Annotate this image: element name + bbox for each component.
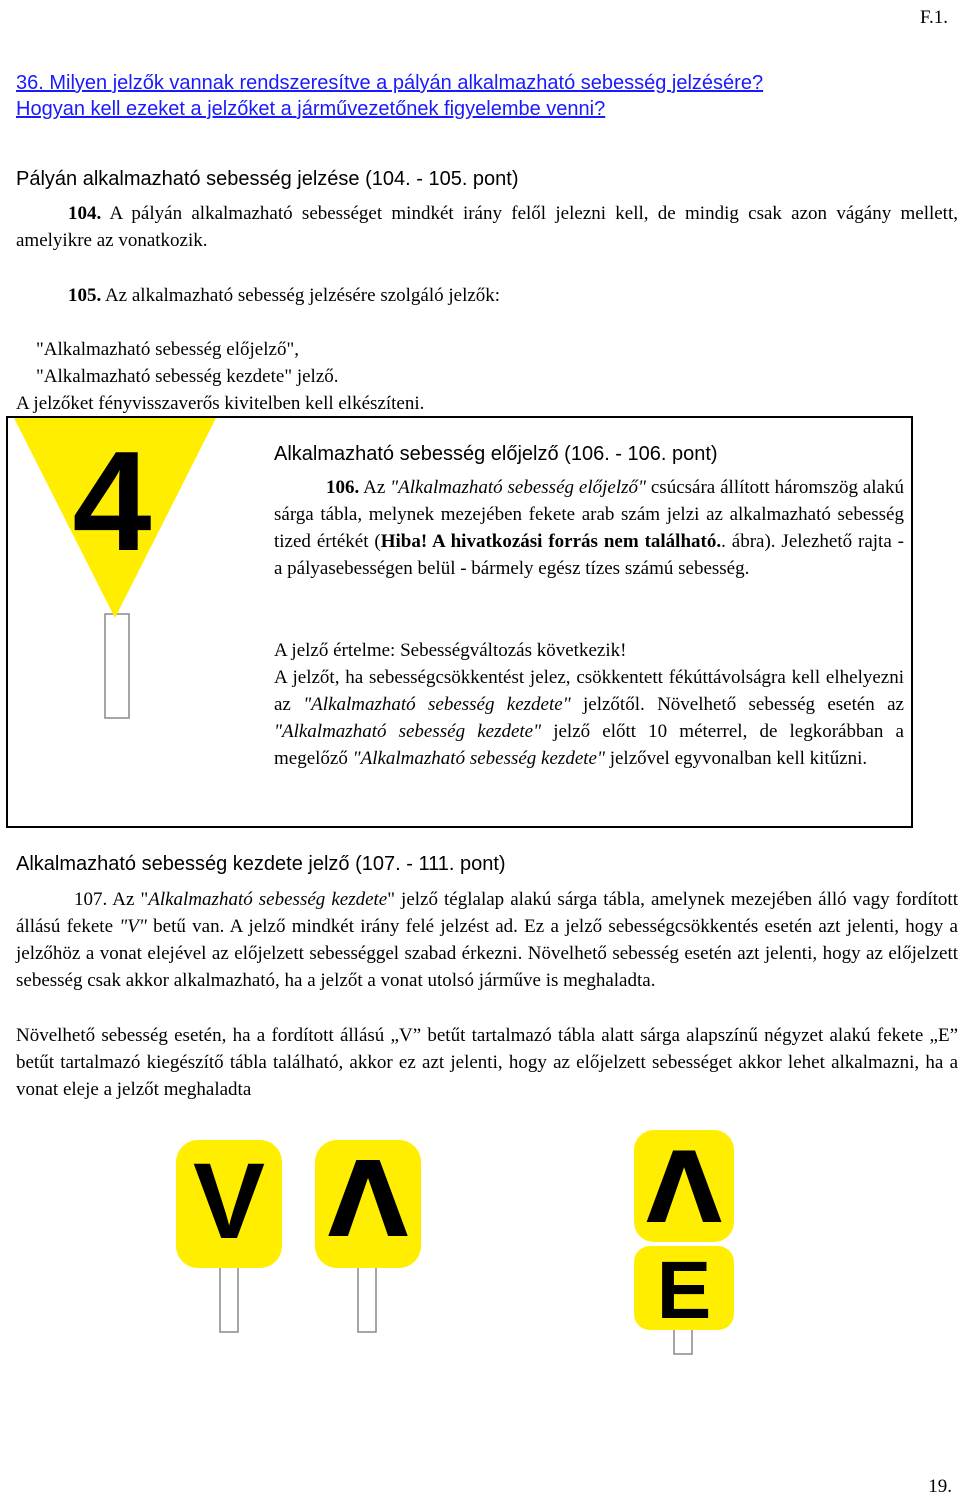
paragraph-107-sign-name: Alkalmazható sebesség kezdete [148, 889, 388, 910]
sign-inverted-v-image [314, 1140, 424, 1334]
paragraph-106-text-a: Az [359, 477, 391, 498]
placement-sign-name-2: "Alkalmazható sebesség kezdete" [274, 721, 542, 742]
sign-v-post [220, 1264, 238, 1332]
paragraph-106-number: 106. [326, 477, 360, 498]
paragraph-107-text-b: " jelző téglalap alakú sárga tábla, amelynek mezejében álló vagy fordított állású fekete [16, 889, 958, 937]
sign-inverted-v-post [358, 1264, 376, 1332]
paragraph-105 [68, 282, 500, 309]
paragraph-104-number: 104. [68, 203, 102, 224]
question-line-1: 36. Milyen jelzők vannak rendszeresítve a pályán alkalmazható sebesség jelzésére? [16, 72, 764, 94]
placement-sign-name-1: "Alkalmazható sebesség kezdete" [303, 694, 571, 715]
sign-inverted-v-upper-letter: Λ [646, 1132, 722, 1246]
sign-inverted-v-with-e-image [630, 1130, 740, 1356]
question-line-2: Hogyan kell ezeket a jelzőket a járművezetőnek figyelembe venni? [16, 98, 606, 120]
question-title[interactable] [16, 70, 956, 122]
paragraph-104 [16, 200, 958, 254]
paragraph-104-text: A pályán alkalmazható sebességet mindkét irány felől jelezni kell, de mindig csak azon vágány mellett, amelyikre az vonatkozik. [16, 203, 958, 251]
signal-list-item-1: "Alkalmazható sebesség előjelző", [36, 339, 299, 360]
sign-e-letter: E [656, 1245, 712, 1336]
advance-speed-sign-image [14, 418, 220, 722]
paragraph-107-text-a: Az " [107, 889, 149, 910]
paragraph-106-text-c: . ábra). Jelezhető rajta - a pályasebességen belül - bármely egész tízes számú sebesség. [274, 531, 904, 579]
paragraph-105-text: Az alkalmazható sebesség jelzésére szolgáló jelzők: [101, 285, 501, 306]
increased-speed-paragraph: Növelhető sebesség esetén, ha a fordított állású „V” betűt tartalmazó tábla alatt sárga alapszínű négyzet alakú fekete „E” betűt tartalmazó kiegészítő tábla található, akkor ez azt jelenti, hogy az előjelzett sebességet akkor lehet alkalmazni, ha a vonat eleje a jelzőt meghaladta [16, 1025, 958, 1100]
paragraph-106-reference-error: Hiba! A hivatkozási forrás nem található. [380, 531, 722, 552]
placement-text-c: jelző előtt 10 méterrel, de legkorábban a megelőző [274, 721, 904, 769]
sign-post [105, 614, 129, 718]
box-heading: Alkalmazható sebesség előjelző (106. - 106. pont) [274, 443, 718, 465]
section-heading-104-105: Pályán alkalmazható sebesség jelzése (104. - 105. pont) [16, 168, 519, 190]
page-number: 19. [928, 1476, 952, 1497]
placement-paragraph [274, 664, 904, 772]
paragraph-106-text-b: csúcsára állított háromszög alakú sárga tábla, melynek mezejében fekete arab szám jelzi az alkalmazható sebesség tized értékét ( [274, 477, 905, 552]
paragraph-107-text-c: betű van. A jelző mindkét irány felé jelzést ad. Ez a jelző sebességcsökkentés esetén azt jelenti, hogy a jelzőhöz a vonat elejével az előjelzett sebességgel szabad érkezni. Növelhető sebesség esetén azt jelenti, hogy az előjelzett sebesség csak akkor alkalmazható, ha a jelzőt a vonat utolsó járműve is meghaladta. [16, 916, 958, 991]
signal-list-item-2: "Alkalmazható sebesség kezdete" jelző. [36, 366, 339, 387]
paragraph-107-letter-v: "V" [119, 916, 147, 937]
reflective-note: A jelzőket fényvisszaverős kivitelben kell elkészíteni. [16, 393, 425, 414]
signal-meaning: A jelző értelme: Sebességváltozás következik! [274, 640, 627, 661]
sign-speed-digit: 4 [72, 422, 152, 581]
page-header-code: F.1. [919, 7, 948, 28]
placement-text-d: jelzővel egyvonalban kell kitűzni. [604, 748, 868, 769]
placement-sign-name-3: "Alkalmazható sebesség kezdete" [352, 748, 605, 769]
paragraph-106-sign-name: "Alkalmazható sebesség előjelző" [390, 477, 646, 498]
sign-v-letter: V [192, 1140, 266, 1261]
placement-text-a: A jelzőt, ha sebességcsökkentést jelez, csökkentett fékúttávolságra kell elhelyezni az [274, 667, 904, 715]
sign-inverted-v-letter: Λ [327, 1140, 409, 1261]
paragraph-105-number: 105. [68, 285, 102, 306]
paragraph-107-number: 107. [74, 889, 108, 910]
placement-text-b: jelzőtől. Növelhető sebesség esetén az [570, 694, 904, 715]
paragraph-107 [16, 886, 958, 994]
paragraph-106 [274, 474, 904, 582]
section-heading-107-111: Alkalmazható sebesség kezdete jelző (107. - 111. pont) [16, 853, 506, 875]
sign-v-image [175, 1140, 285, 1334]
